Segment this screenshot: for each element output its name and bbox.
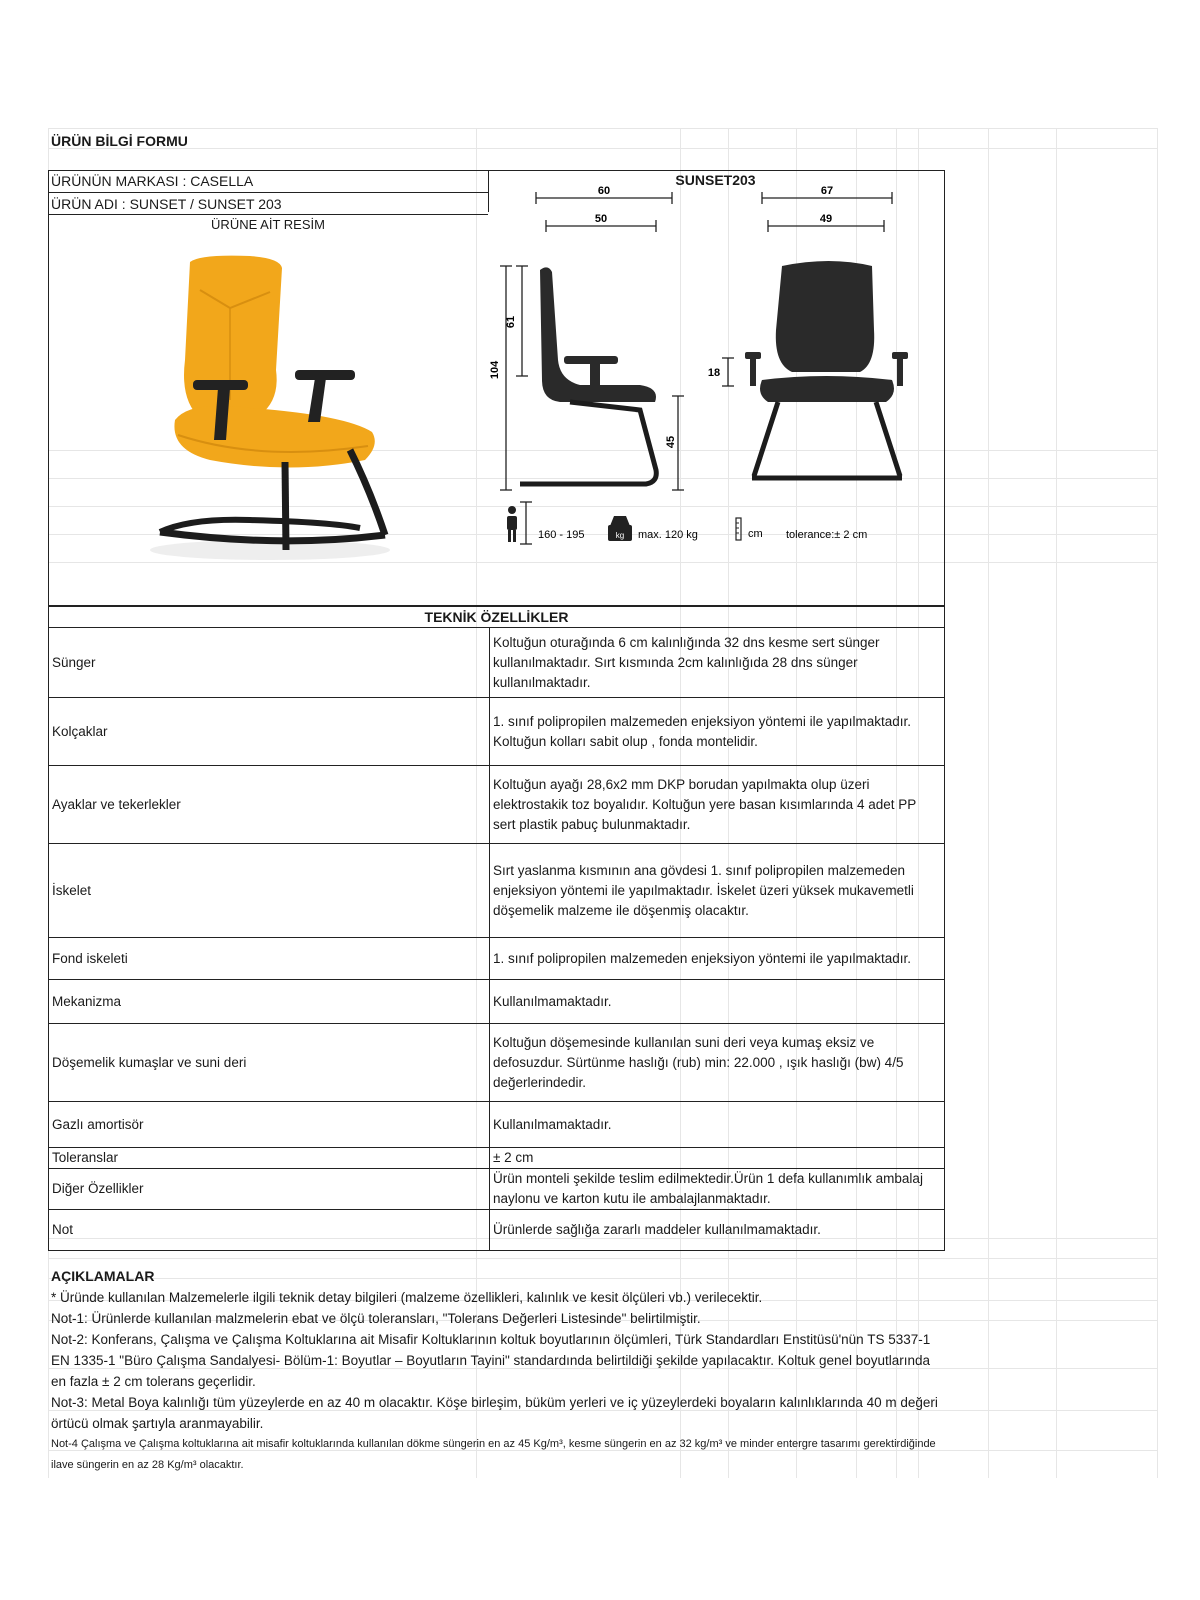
- spec-label: Gazlı amortisör: [49, 1102, 490, 1148]
- spec-value: Koltuğun döşemesinde kullanılan suni deri veya kumaş eksiz ve defosuzdur. Sürtünme haslığı (rub) min: 22.000 , ışık haslığı (bw) 4/5 değerlerindedir.: [490, 1024, 945, 1102]
- spec-value: Koltuğun ayağı 28,6x2 mm DKP borudan yapılmakta olup üzeri elektrostakik toz boyalıdır. Koltuğun yere basan kısımlarında 4 adet PP sert plastik pabuç bulunmaktadır.: [490, 766, 945, 844]
- dim-back-height: 61: [505, 315, 517, 329]
- table-row: [49, 766, 945, 844]
- table-row: [49, 1210, 945, 1251]
- dim-front-seat: 49: [819, 213, 833, 225]
- user-height-range: 160 - 195: [538, 529, 585, 541]
- note-1: Not-1: Ürünlerde kullanılan malzmelerin ebat ve ölçü toleransları, "Tolerans Değerleri Listesinde" belirtilmiştir.: [51, 1311, 701, 1326]
- spec-value: ± 2 cm: [490, 1148, 945, 1169]
- form-title: ÜRÜN BİLGİ FORMU: [51, 133, 188, 149]
- table-row: [49, 844, 945, 938]
- spec-table: [48, 606, 945, 1251]
- spec-label: İskelet: [49, 844, 490, 938]
- max-weight: max. 120 kg: [638, 529, 698, 541]
- table-row: [49, 698, 945, 766]
- unit-label: cm: [748, 528, 763, 540]
- dim-front-top: 67: [820, 185, 834, 197]
- divider: [48, 214, 488, 215]
- spec-value: Kullanılmamaktadır.: [490, 980, 945, 1024]
- person-icon: [507, 506, 517, 542]
- dim-side-seat: 50: [594, 213, 608, 225]
- picture-label: ÜRÜNE AİT RESİM: [211, 217, 325, 232]
- spec-label: Fond iskeleti: [49, 938, 490, 980]
- table-row: [49, 628, 945, 698]
- spec-label: Sünger: [49, 628, 490, 698]
- spec-value: Kullanılmamaktadır.: [490, 1102, 945, 1148]
- spec-label: Toleranslar: [49, 1148, 490, 1169]
- spec-label: Not: [49, 1210, 490, 1251]
- product-name-line: ÜRÜN ADI : SUNSET / SUNSET 203: [51, 196, 282, 212]
- spec-value: Ürünlerde sağlığa zararlı maddeler kullanılmamaktadır.: [490, 1210, 945, 1251]
- spec-value: 1. sınıf polipropilen malzemeden enjeksiyon yöntemi ile yapılmaktadır.: [490, 938, 945, 980]
- dim-total-height: 104: [489, 360, 501, 380]
- spec-table-header: TEKNİK ÖZELLİKLER: [49, 607, 945, 628]
- note-2: Not-2: Konferans, Çalışma ve Çalışma Koltuklarına ait Misafir Koltuklarının koltuk boyutlarının ölçümleri, Türk Standardları Enstitüsü'nün TS 5337-1 EN 1335-1 "Büro Çalışma Sandalyesi- Bölüm-1: Boyutlar – Boyutların Tayini" standardında belirtildiği şekilde yapılacaktır. Koltuk genel boyutlarında en fazla ± 2 cm tolerans geçerlidir.: [51, 1332, 931, 1389]
- tolerance-label: tolerance:± 2 cm: [786, 529, 868, 541]
- technical-drawing: [489, 180, 930, 580]
- table-row: [49, 1169, 945, 1210]
- divider: [48, 192, 488, 193]
- note-star: * Üründe kullanılan Malzemelerle ilgili teknik detay bilgileri (malzeme özellikleri, kalınlık ve kesit ölçüleri vb.) verilecektir.: [51, 1290, 763, 1305]
- spec-value: 1. sınıf polipropilen malzemeden enjeksiyon yöntemi ile yapılmaktadır. Koltuğun kolları sabit olup , fonda montelidir.: [490, 698, 945, 766]
- table-row: [49, 1148, 945, 1169]
- model-code: SUNSET203: [675, 172, 756, 188]
- notes-header: AÇIKLAMALAR: [51, 1268, 155, 1284]
- table-row: [49, 980, 945, 1024]
- note-4: Not-4 Çalışma ve Çalışma koltuklarına ait misafir koltuklarında kullanılan dökme süngerin en az 45 Kg/m³, kesme süngerin en az 32 kg/m³ ve minder entergre tasarımı gerektirdiğinde ilave süngerin en az 28 Kg/m³ olacaktır.: [51, 1438, 936, 1471]
- brand-line: ÜRÜNÜN MARKASI : CASELLA: [51, 173, 254, 189]
- spec-value: Sırt yaslanma kısmının ana gövdesi 1. sınıf polipropilen malzemeden enjeksiyon yöntemi ile yapılmaktadır. İskelet üzeri yüksek mukavemetli döşemelik malzeme ile döşenmiş olacaktır.: [490, 844, 945, 938]
- dim-side-top: 60: [597, 185, 611, 197]
- spec-label: Ayaklar ve tekerlekler: [49, 766, 490, 844]
- ruler-icon: [736, 518, 741, 540]
- table-row: [49, 1102, 945, 1148]
- dim-arm-height: 18: [707, 367, 721, 379]
- svg-text:kg: kg: [615, 531, 625, 540]
- spec-label: Döşemelik kumaşlar ve suni deri: [49, 1024, 490, 1102]
- product-photo: [130, 250, 410, 580]
- weight-icon: [608, 516, 632, 541]
- notes-section: [51, 1266, 946, 1476]
- spec-value: Ürün monteli şekilde teslim edilmektedir.Ürün 1 defa kullanımlık ambalaj naylonu ve karton kutu ile ambalajlanmaktadır.: [490, 1169, 945, 1210]
- table-row: [49, 938, 945, 980]
- spec-label: Kolçaklar: [49, 698, 490, 766]
- spec-value: Koltuğun oturağında 6 cm kalınlığında 32 dns kesme sert sünger kullanılmaktadır. Sırt kısmında 2cm kalınlığıda 28 dns sünger kullanılmaktadır.: [490, 628, 945, 698]
- table-row: [49, 1024, 945, 1102]
- note-3: Not-3: Metal Boya kalınlığı tüm yüzeylerde en az 40 m olacaktır. Köşe birleşim, büküm yerleri ve iç yüzeylerdeki boyaların kalınlıklarında 40 m değeri örtücü olmak şartıyla aranmayabilir.: [51, 1395, 938, 1431]
- spec-label: Diğer Özellikler: [49, 1169, 490, 1210]
- dim-seat-height: 45: [665, 435, 677, 449]
- spec-label: Mekanizma: [49, 980, 490, 1024]
